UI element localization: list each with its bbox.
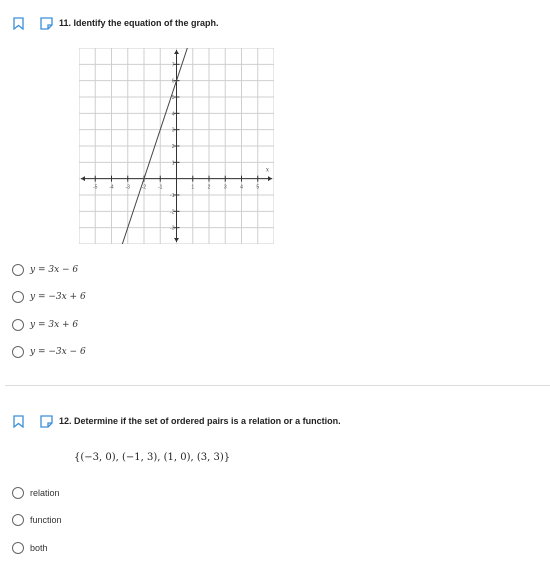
question-12-title: 12. Determine if the set of ordered pairs is a relation or a function.: [59, 416, 341, 426]
option-label-4: y = −3x − 6: [30, 347, 86, 357]
option-radio-relation[interactable]: [12, 487, 24, 499]
y-tick-label: 5: [171, 95, 175, 101]
y-tick-label: 6: [171, 78, 175, 85]
x-axis-arrow-right: [268, 176, 272, 181]
note-icon[interactable]: [40, 17, 53, 30]
x-tick-label: 1: [191, 184, 195, 191]
option-label-3: y = 3x + 6: [30, 320, 79, 330]
option-label-function: function: [30, 515, 62, 525]
option-radio-both[interactable]: [12, 542, 24, 554]
x-tick-label: -4: [109, 184, 114, 191]
coordinate-graph: [79, 48, 274, 244]
x-tick-label: 3: [223, 184, 227, 191]
note-icon[interactable]: [40, 415, 53, 428]
y-tick-label: 7: [171, 62, 175, 69]
option-radio-4[interactable]: [12, 346, 24, 358]
x-tick-label: -3: [125, 184, 130, 191]
option-label-both: both: [30, 543, 48, 553]
option-radio-function[interactable]: [12, 514, 24, 526]
y-tick-label: 4: [171, 111, 175, 118]
y-tick-label: -2: [170, 209, 175, 216]
option-radio-3[interactable]: [12, 319, 24, 331]
ordered-pairs-set: {(−3, 0), (−1, 3), (1, 0), (3, 3)}: [74, 452, 231, 463]
option-label-1: y = 3x − 6: [30, 265, 79, 275]
option-label-2: y = −3x + 6: [30, 292, 86, 302]
y-tick-label: 1: [171, 160, 175, 167]
x-axis-arrow-left: [81, 176, 85, 181]
option-label-relation: relation: [30, 488, 60, 498]
option-radio-2[interactable]: [12, 291, 24, 303]
question-divider: [5, 385, 550, 386]
bookmark-icon[interactable]: [13, 415, 24, 428]
y-tick-label: -3: [170, 225, 175, 232]
x-axis-label: x: [265, 166, 270, 174]
x-tick-label: 5: [256, 184, 260, 191]
tick-labels: [93, 62, 270, 231]
bookmark-icon[interactable]: [13, 17, 24, 30]
x-tick-label: -2: [141, 184, 147, 191]
y-tick-label: 3: [171, 127, 175, 134]
x-tick-label: 2: [207, 184, 211, 191]
y-axis-arrow-down: [174, 238, 179, 242]
question-11-title: 11. Identify the equation of the graph.: [59, 18, 219, 28]
option-radio-1[interactable]: [12, 264, 24, 276]
x-tick-label: 4: [240, 184, 243, 191]
x-tick-label: -1: [158, 184, 163, 191]
y-tick-label: 2: [171, 144, 175, 150]
y-tick-label: -1: [170, 193, 175, 199]
y-axis-arrow-up: [174, 50, 179, 54]
x-tick-label: -5: [93, 184, 98, 191]
